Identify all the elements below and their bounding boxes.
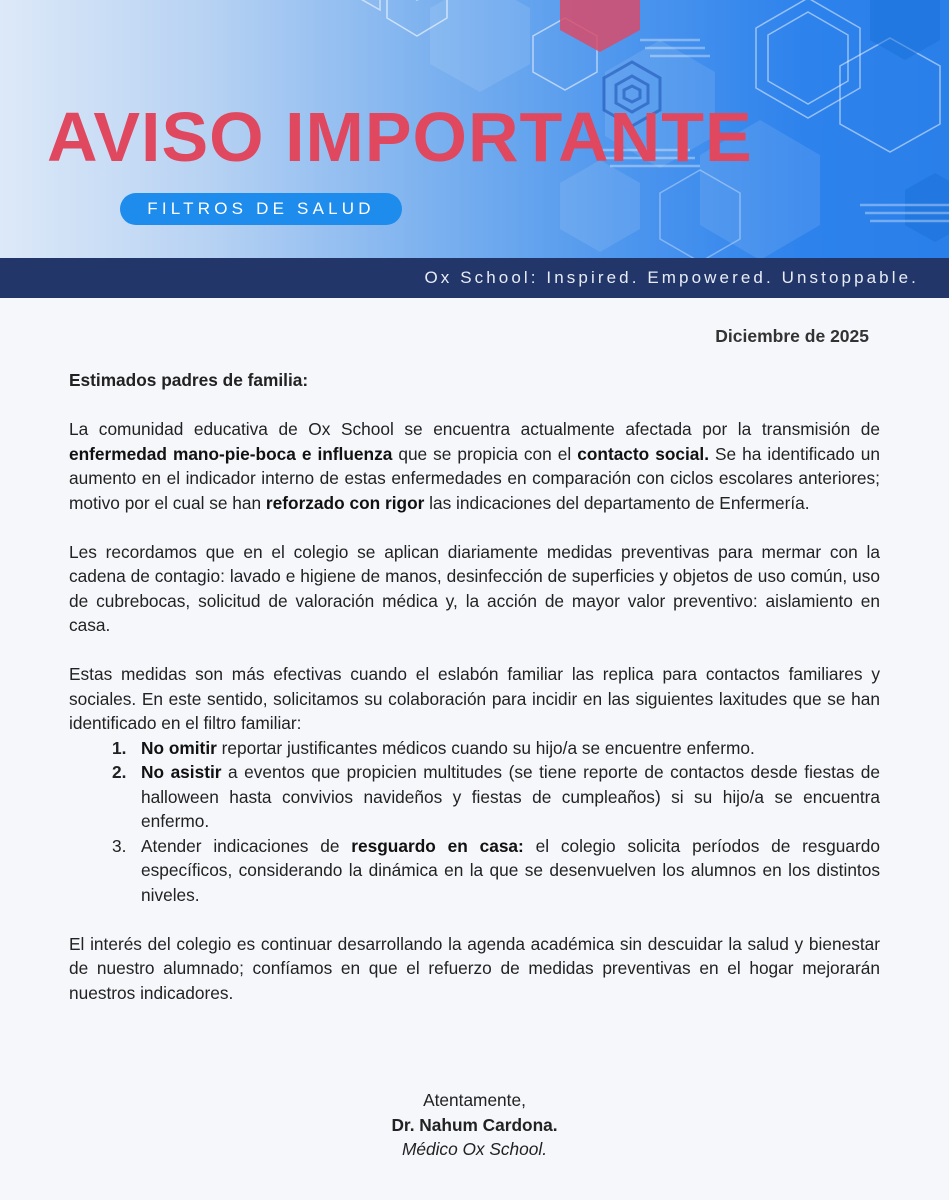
list-item-text: reportar justificantes médicos cuando su hijo/a se encuentre enfermo.: [216, 737, 755, 758]
page-title: AVISO IMPORTANTE: [47, 98, 753, 176]
greeting: Estimados padres de familia:: [69, 370, 309, 390]
paragraph-4: El interés del colegio es continuar desarrollando la agenda académica sin descuidar la salud y bienestar de nuestro alumnado; confíamos en que el refuerzo de medidas preventivas en el hogar mejorarán nuestros indicadores.: [69, 933, 880, 1003]
paragraph-1-text-d: las indicaciones del departamento de Enfermería.: [424, 492, 810, 513]
list-item-bold: resguardo en casa:: [351, 835, 524, 856]
closing: Atentamente,: [423, 1090, 526, 1110]
paragraph-2: Les recordamos que en el colegio se aplican diariamente medidas preventivas para mermar con la cadena de contagio: lavado e higiene de manos, desinfección de superficies y objetos de uso común, uso de cubrebocas, solicitud de valoración médica y, la acción de mayor valor preventivo: aislamiento en casa.: [69, 541, 880, 635]
paragraph-1-bold-contact: contacto social.: [577, 443, 710, 464]
paragraph-1-text-b: que se propicia con el: [392, 443, 578, 464]
list-item-number: 1.: [112, 737, 127, 758]
paragraph-1-bold-rigor: reforzado con rigor: [265, 492, 425, 513]
list-item-pre: Atender indicaciones de: [141, 835, 352, 856]
paragraph-1: [69, 417, 880, 515]
list-item: [69, 834, 880, 908]
subtitle-badge: FILTROS DE SALUD: [120, 193, 402, 225]
document-date: Diciembre de 2025: [715, 326, 869, 346]
header-banner: [0, 0, 949, 258]
paragraph-1-text-c: Se ha identificado un aumento en el indicador interno de estas enfermedades en comparación con ciclos escolares anteriores; motivo por el cual se han: [69, 443, 880, 513]
paragraph-1-text-a: La comunidad educativa de Ox School se encuentra actualmente afectada por la transmisión de: [69, 419, 880, 439]
list-item-bold: No omitir: [141, 737, 217, 758]
list-item: [69, 736, 880, 761]
school-slogan: Ox School: Inspired. Empowered. Unstoppable.: [424, 268, 919, 287]
list-item-text: a eventos que propicien multitudes (se tiene reporte de contactos desde fiestas de halloween hasta convivios navideños y fiestas de cumpleaños) si su hijo/a se encuentra enfermo.: [141, 762, 880, 831]
paragraph-3: Estas medidas son más efectivas cuando el eslabón familiar las replica para contactos familiares y sociales. En este sentido, solicitamos su colaboración para incidir en las siguientes laxitudes que se han identificado en el filtro familiar:: [69, 664, 880, 733]
list-item-bold: No asistir: [141, 762, 222, 782]
list-item-number: 2.: [112, 762, 127, 782]
list-item: [69, 760, 880, 834]
letter-body: [69, 368, 880, 1005]
list-item-number: 3.: [112, 835, 127, 856]
signer-role: Médico Ox School.: [401, 1139, 548, 1159]
signer-name: Dr. Nahum Cardona.: [391, 1114, 558, 1135]
measures-list: [69, 736, 880, 908]
slogan-bar: [0, 258, 949, 298]
list-item-text: el colegio solicita períodos de resguardo específicos, considerando la dinámica en la que se desenvuelven los alumnos en los distintos niveles.: [141, 835, 880, 905]
paragraph-1-bold-disease: enfermedad mano-pie-boca e influenza: [69, 443, 393, 464]
signature-block: [0, 1088, 949, 1162]
